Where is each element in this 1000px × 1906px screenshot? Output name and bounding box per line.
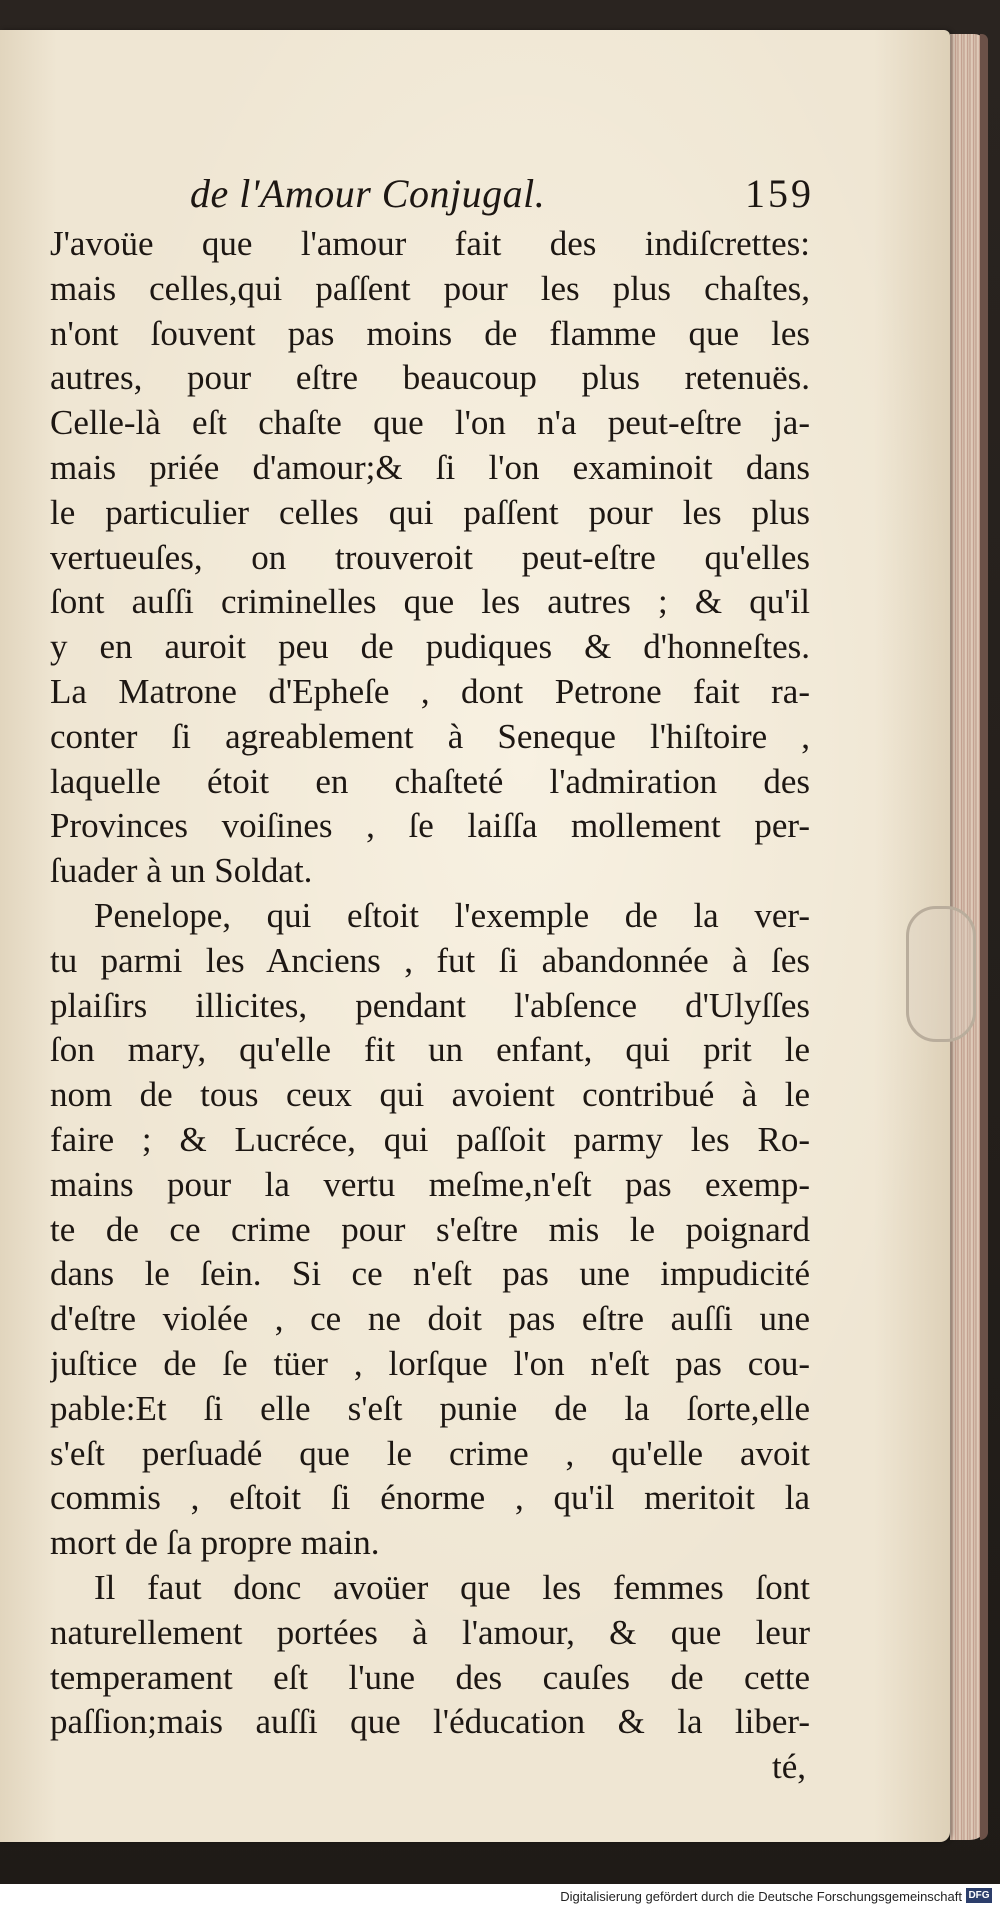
book-page [0, 30, 950, 1842]
text-line: nom de tous ceux qui avoient contribué à le [50, 1075, 810, 1115]
text-line: La Matrone d'Epheſe , dont Petrone fait ra- [50, 671, 810, 711]
text-line: vertueuſes, on trouveroit peut-eſtre qu'elles [50, 537, 810, 577]
book-clasp [906, 906, 976, 1042]
text-line: conter ſi agreablement à Seneque l'hiſtoire , [50, 716, 810, 756]
text-line: juſtice de ſe tüer , lorſque l'on n'eſt pas cou- [50, 1343, 810, 1383]
text-line: faire ; & Lucréce, qui paſſoit parmy les Ro- [50, 1119, 810, 1159]
text-line: Il faut donc avoüer que les femmes ſont [94, 1567, 810, 1607]
page-number: 159 [745, 171, 814, 216]
text-line: J'avoüe que l'amour fait des indiſcrettes: [50, 224, 810, 263]
text-line: s'eſt perſuadé que le crime , qu'elle avoit [50, 1433, 810, 1473]
text-line: autres, pour eſtre beaucoup plus retenuës. [50, 358, 810, 398]
text-line: Provinces voiſines , ſe laiſſa mollement per- [50, 806, 810, 846]
funding-note: Digitalisierung gefördert durch die Deutsche Forschungsgemeinschaft [560, 1889, 962, 1904]
text-line: te de ce crime pour s'eſtre mis le poignard [50, 1209, 810, 1249]
text-line: commis , eſtoit ſi énorme , qu'il meritoit la [50, 1478, 810, 1518]
text-line: temperament eſt l'une des cauſes de cette [50, 1657, 810, 1697]
text-line: naturellement portées à l'amour, & que leur [50, 1612, 810, 1652]
text-line: ſuader à un Soldat. [50, 851, 313, 891]
text-block [50, 170, 814, 1790]
text-line: dans le ſein. Si ce n'eſt pas une impudicité [50, 1254, 810, 1294]
text-line: d'eſtre violée , ce ne doit pas eſtre auſſi une [50, 1299, 810, 1339]
text-line: mort de ſa propre main. [50, 1523, 380, 1563]
dfg-logo-icon: DFG [966, 1888, 992, 1903]
running-title: de l'Amour Conjugal. [190, 171, 546, 216]
text-line: ſont auſſi criminelles que les autres ; & qu'il [50, 582, 810, 622]
running-head [50, 170, 814, 222]
text-line: Celle-là eſt chaſte que l'on n'a peut-eſtre ja- [50, 403, 810, 443]
text-line: Penelope, qui eſtoit l'exemple de la ver- [94, 895, 810, 935]
text-line: tu parmi les Anciens , fut ſi abandonnée à ſes [50, 940, 810, 980]
text-line: pable:Et ſi elle s'eſt punie de la ſorte,elle [50, 1388, 810, 1428]
text-line: le particulier celles qui paſſent pour les plus [50, 492, 810, 532]
text-line: mains pour la vertu meſme,n'eſt pas exemp- [50, 1164, 810, 1204]
catchword: té, [771, 1747, 806, 1787]
text-line: ſon mary, qu'elle fit un enfant, qui prit le [50, 1030, 810, 1070]
text-line: laquelle étoit en chaſteté l'admiration des [50, 761, 810, 801]
text-line: paſſion;mais auſſi que l'éducation & la liber- [50, 1702, 810, 1742]
text-line: plaiſirs illicites, pendant l'abſence d'Ulyſſes [50, 985, 810, 1025]
text-line: n'ont ſouvent pas moins de flamme que les [50, 313, 810, 353]
text-line: mais celles,qui paſſent pour les plus chaſtes, [50, 268, 810, 308]
footer-bar [0, 1884, 1000, 1906]
text-line: mais priée d'amour;& ſi l'on examinoit dans [50, 447, 810, 487]
text-line: y en auroit peu de pudiques & d'honneſtes. [50, 627, 810, 667]
